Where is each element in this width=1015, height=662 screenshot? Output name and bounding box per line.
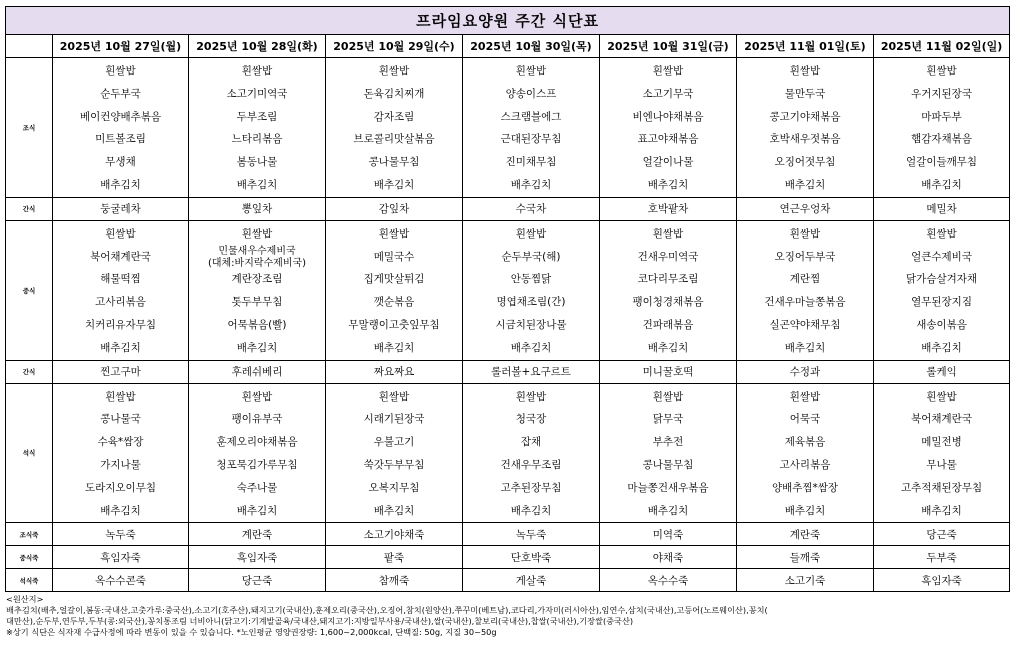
day-header-row <box>6 35 1010 58</box>
menu-item: 감잎차 <box>326 197 463 220</box>
day-header: 2025년 10월 31일(금) <box>600 35 737 58</box>
menu-item: 흰쌀밥 <box>789 390 821 403</box>
day-header: 2025년 10월 28일(화) <box>189 35 326 58</box>
menu-item: 짜요짜요 <box>326 360 463 383</box>
origin-line-2: 대만산),순두부,연두부,두부(콩:외국산),꽁치통조림 너비아니(닭고기:기계발골육/국내산,돼지고기:지방일부사용/국내산),쌀(국내산),찰보리(국내산),찹쌀(국내산),기장쌀(중국산) <box>6 616 634 627</box>
menu-item: 부추전 <box>652 436 684 449</box>
menu-item: 배추김치 <box>510 504 552 517</box>
meal-row <box>6 383 1010 523</box>
menu-item: 배추김치 <box>647 341 689 354</box>
menu-item: 물만두국 <box>784 87 826 100</box>
menu-item: 마늘쫑건새우볶음 <box>627 481 709 494</box>
menu-item: 열무된장지짐 <box>911 296 972 309</box>
menu-item: 배추김치 <box>647 178 689 191</box>
menu-item: 메밀국수 <box>373 250 415 263</box>
meal-row <box>6 58 1010 198</box>
menu-item: 얼갈이들깨무침 <box>906 156 978 169</box>
menu-item: 수정과 <box>737 360 874 383</box>
menu-item: 시금치된장나물 <box>495 318 567 331</box>
menu-item: 흰쌀밥 <box>926 227 957 240</box>
menu-item: 어묵볶음(빨) <box>227 318 287 331</box>
meal-cell <box>737 58 874 198</box>
menu-item: 흰쌀밥 <box>378 65 410 77</box>
menu-item: 소고기야채죽 <box>326 523 463 546</box>
menu-item: 메밀전병 <box>921 436 962 449</box>
corner-cell <box>6 35 53 58</box>
meal-row <box>6 220 1010 360</box>
meal-label: 중식죽 <box>6 546 53 569</box>
menu-item: 실곤약야채무침 <box>769 318 841 331</box>
menu-item: 미트볼조림 <box>95 133 146 146</box>
menu-item: 호박팥차 <box>600 197 737 220</box>
menu-item: 팽이유부국 <box>231 413 283 426</box>
menu-item: 후레쉬베리 <box>189 360 326 383</box>
menu-item: 무생채 <box>105 156 136 169</box>
meal-cell <box>463 383 600 523</box>
menu-item: 흰쌀밥 <box>105 65 136 77</box>
menu-item: 새송이볶음 <box>916 318 967 331</box>
menu-item: 청국장 <box>515 413 547 426</box>
menu-item: 비엔나야채볶음 <box>632 110 704 123</box>
menu-item: 집게맛살튀김 <box>363 273 425 286</box>
menu-item: 표고야채볶음 <box>637 133 699 146</box>
menu-item: 게살죽 <box>463 569 600 592</box>
menu-item: 소고기미역국 <box>226 87 288 100</box>
menu-item: 흰쌀밥 <box>926 65 957 77</box>
menu-item: 어묵국 <box>789 413 821 426</box>
menu-item: 배추김치 <box>373 341 415 354</box>
menu-item: 배추김치 <box>510 341 552 354</box>
menu-item: 쑥갓두부무침 <box>363 458 425 471</box>
meal-cell <box>600 58 737 198</box>
menu-item: 흑임자죽 <box>53 546 189 569</box>
menu-item: 톳두부무침 <box>231 296 283 309</box>
menu-item: 연근우엉차 <box>737 197 874 220</box>
menu-item: 건파래볶음 <box>642 318 694 331</box>
day-header: 2025년 10월 30일(목) <box>463 35 600 58</box>
menu-item: 숙주나물 <box>236 481 278 494</box>
menu-item: 흰쌀밥 <box>241 227 273 240</box>
menu-item: 고추적채된장무침 <box>900 481 983 494</box>
menu-item: 흰쌀밥 <box>515 227 547 240</box>
meal-cell <box>463 220 600 360</box>
menu-item: 당근죽 <box>189 569 326 592</box>
menu-item: 콩고기야채볶음 <box>769 110 841 123</box>
menu-item: 순두부국 <box>100 87 141 100</box>
menu-item: 고사리볶음 <box>95 296 146 309</box>
menu-item: 흑임자죽 <box>189 546 326 569</box>
meal-row <box>6 569 1010 592</box>
meal-cell <box>600 220 737 360</box>
menu-item: 무말랭이고춧잎무침 <box>348 318 440 331</box>
origin-line-1: 배추김치(배추,얼갈이,봄동:국내산,고춧가루:중국산),소고기(호주산),돼지고기(국내산),훈제오리(중국산),오징어,참치(원양산),쭈꾸미(베트남),코다리,가자미(러시아산),임연수,삼치(국내산),고등어(노르웨이산),꽁치( <box>6 605 768 616</box>
menu-item: 얼큰수제비국 <box>911 250 972 263</box>
menu-item: 메밀차 <box>874 197 1010 220</box>
menu-item: 우거지된장국 <box>911 87 972 100</box>
day-header: 2025년 11월 02일(일) <box>874 35 1010 58</box>
menu-item: 흰쌀밥 <box>926 390 957 403</box>
menu-item: 롤케익 <box>874 360 1010 383</box>
menu-item: 계란죽 <box>189 523 326 546</box>
menu-item: 닭가슴살겨자채 <box>906 273 978 286</box>
menu-item: 롤러볼+요구르트 <box>463 360 600 383</box>
meal-cell <box>600 383 737 523</box>
notes-section <box>5 594 1009 638</box>
menu-item: 닭무국 <box>652 413 684 426</box>
meal-cell <box>189 58 326 198</box>
menu-item: 미역죽 <box>600 523 737 546</box>
menu-item: 안동찜닭 <box>510 273 552 286</box>
day-header: 2025년 11월 01일(토) <box>737 35 874 58</box>
meal-cell <box>326 383 463 523</box>
menu-item: 봄동나물 <box>236 156 278 169</box>
menu-item: 소고기죽 <box>737 569 874 592</box>
menu-item: 흰쌀밥 <box>515 390 547 403</box>
menu-item: 배추김치 <box>236 504 278 517</box>
meal-cell <box>326 220 463 360</box>
menu-item: 배추김치 <box>510 178 552 191</box>
menu-item: 해물떡찜 <box>100 273 141 286</box>
menu-item: 흑임자죽 <box>874 569 1010 592</box>
menu-item: 흰쌀밥 <box>515 65 547 77</box>
meal-row <box>6 523 1010 546</box>
menu-item: 훈제오리야채볶음 <box>216 436 298 449</box>
menu-item: 흰쌀밥 <box>789 65 821 77</box>
menu-item: 오복지무침 <box>368 481 420 494</box>
menu-item: 배추김치 <box>921 341 962 354</box>
meal-cell <box>463 58 600 198</box>
meal-cell <box>53 220 189 360</box>
meal-label: 조식 <box>6 58 53 198</box>
meal-row <box>6 197 1010 220</box>
menu-item: 소고기무국 <box>642 87 694 100</box>
menu-item: 팥죽 <box>326 546 463 569</box>
meal-label: 석식 <box>6 383 53 523</box>
menu-item: 옥수수콘죽 <box>53 569 189 592</box>
menu-item: 흰쌀밥 <box>241 65 273 77</box>
menu-item: 무나물 <box>926 458 957 471</box>
menu-item: 고추된장무침 <box>500 481 562 494</box>
menu-item: 베이컨양배추볶음 <box>79 110 162 123</box>
menu-item: 당근죽 <box>874 523 1010 546</box>
meal-cell <box>53 383 189 523</box>
menu-item: 계란장조림 <box>231 273 283 286</box>
menu-item: 햄감자채볶음 <box>911 133 972 146</box>
menu-item: 근대된장무침 <box>500 133 562 146</box>
menu-item: 배추김치 <box>373 178 415 191</box>
menu-item: 깻순볶음 <box>373 296 415 309</box>
menu-item: 참깨죽 <box>326 569 463 592</box>
menu-item: 배추김치 <box>100 341 141 354</box>
menu-item: 흰쌀밥 <box>652 65 684 77</box>
menu-item: 콩나물무침 <box>368 156 420 169</box>
menu-item: 명엽채조림(간) <box>496 296 566 309</box>
menu-item: 미니꿀호떡 <box>600 360 737 383</box>
menu-item: 콩나물무침 <box>642 458 694 471</box>
menu-item: 순두부국(해) <box>501 250 561 263</box>
menu-item: 배추김치 <box>100 504 141 517</box>
menu-item: 흰쌀밥 <box>789 227 821 240</box>
menu-item: 양배추찜*쌈장 <box>771 481 839 494</box>
menu-item: 뽕잎차 <box>189 197 326 220</box>
meal-cell <box>326 58 463 198</box>
menu-item: 배추김치 <box>100 178 141 191</box>
menu-sheet <box>5 6 1009 638</box>
menu-item: 두부죽 <box>874 546 1010 569</box>
menu-item: 우불고기 <box>373 436 415 449</box>
menu-item: 흰쌀밥 <box>241 390 273 403</box>
menu-item: 배추김치 <box>784 178 826 191</box>
menu-item: 건새우무조림 <box>500 458 562 471</box>
menu-item: 브로콜리맛살볶음 <box>353 133 435 146</box>
menu-item: 배추김치 <box>373 504 415 517</box>
day-header: 2025년 10월 29일(수) <box>326 35 463 58</box>
menu-item: 북어채계란국 <box>90 250 151 263</box>
menu-item: 계란죽 <box>737 523 874 546</box>
meal-row <box>6 546 1010 569</box>
menu-item: 흰쌀밥 <box>378 227 410 240</box>
menu-item: 민물새우수제비국 (대체:바지락수제비국) <box>207 245 307 269</box>
menu-item: 코다리무조림 <box>637 273 699 286</box>
menu-item: 돈육김치찌개 <box>363 87 425 100</box>
menu-item: 찐고구마 <box>53 360 189 383</box>
menu-item: 수육*쌈장 <box>97 436 144 449</box>
meal-cell <box>737 220 874 360</box>
menu-item: 청포묵김가루무침 <box>216 458 298 471</box>
menu-item: 북어채계란국 <box>911 413 972 426</box>
menu-item: 흰쌀밥 <box>105 390 136 403</box>
menu-item: 얼갈이나물 <box>642 156 694 169</box>
meal-label: 중식 <box>6 220 53 360</box>
page-title: 프라임요양원 주간 식단표 <box>6 7 1010 35</box>
meal-label: 석식죽 <box>6 569 53 592</box>
menu-item: 콩나물국 <box>100 413 141 426</box>
menu-item: 가지나물 <box>100 458 141 471</box>
meal-cell <box>189 220 326 360</box>
menu-item: 진미채무침 <box>505 156 557 169</box>
menu-item: 건새우미역국 <box>637 250 699 263</box>
meal-cell <box>189 383 326 523</box>
menu-item: 배추김치 <box>784 504 826 517</box>
menu-item: 배추김치 <box>236 341 278 354</box>
menu-item: 배추김치 <box>647 504 689 517</box>
menu-item: 들깨죽 <box>737 546 874 569</box>
meal-label: 간식 <box>6 360 53 383</box>
menu-table <box>5 6 1010 592</box>
menu-item: 옥수수죽 <box>600 569 737 592</box>
menu-item: 배추김치 <box>921 504 962 517</box>
menu-item: 마파두부 <box>921 110 962 123</box>
menu-item: 흰쌀밥 <box>105 227 136 240</box>
menu-item: 녹두죽 <box>53 523 189 546</box>
menu-item: 호박새우젓볶음 <box>769 133 841 146</box>
meal-cell <box>737 383 874 523</box>
menu-item: 둥굴레차 <box>53 197 189 220</box>
menu-item: 두부조림 <box>236 110 278 123</box>
menu-item: 양송이스프 <box>505 87 557 100</box>
menu-item: 흰쌀밥 <box>652 227 684 240</box>
origin-title: <원산지> <box>6 594 44 605</box>
menu-item: 배추김치 <box>921 178 962 191</box>
menu-item: 수국차 <box>463 197 600 220</box>
menu-item: 고사리볶음 <box>779 458 831 471</box>
meal-cell <box>874 220 1010 360</box>
menu-item: 감자조림 <box>373 110 415 123</box>
menu-item: 치커리유자무침 <box>84 318 156 331</box>
menu-item: 팽이청경채볶음 <box>632 296 704 309</box>
menu-item: 오징어젓무침 <box>774 156 836 169</box>
menu-item: 흰쌀밥 <box>378 390 410 403</box>
meal-row <box>6 360 1010 383</box>
footnote: ※상기 식단은 식자재 수급사정에 따라 변동이 있을 수 있습니다. *노인평균 영양권장량: 1,600~2,000kcal, 단백질: 50g, 지질 30~50g <box>6 627 497 638</box>
menu-item: 스크램블에그 <box>500 110 562 123</box>
meal-cell <box>53 58 189 198</box>
day-header: 2025년 10월 27일(월) <box>53 35 189 58</box>
menu-item: 시래기된장국 <box>363 413 425 426</box>
menu-item: 흰쌀밥 <box>652 390 684 403</box>
menu-item: 야채죽 <box>600 546 737 569</box>
meal-label: 간식 <box>6 197 53 220</box>
menu-item: 배추김치 <box>236 178 278 191</box>
menu-item: 계란찜 <box>789 273 821 286</box>
meal-label: 조식죽 <box>6 523 53 546</box>
menu-item: 제육볶음 <box>784 436 826 449</box>
menu-item: 건새우마늘쫑볶음 <box>764 296 846 309</box>
menu-item: 단호박죽 <box>463 546 600 569</box>
meal-cell <box>874 383 1010 523</box>
menu-item: 도라지오이무침 <box>84 481 156 494</box>
menu-item: 느타리볶음 <box>231 133 283 146</box>
menu-item: 잡채 <box>520 436 542 449</box>
menu-item: 오징어두부국 <box>774 250 836 263</box>
menu-item: 배추김치 <box>784 341 826 354</box>
menu-item: 녹두죽 <box>463 523 600 546</box>
meal-cell <box>874 58 1010 198</box>
